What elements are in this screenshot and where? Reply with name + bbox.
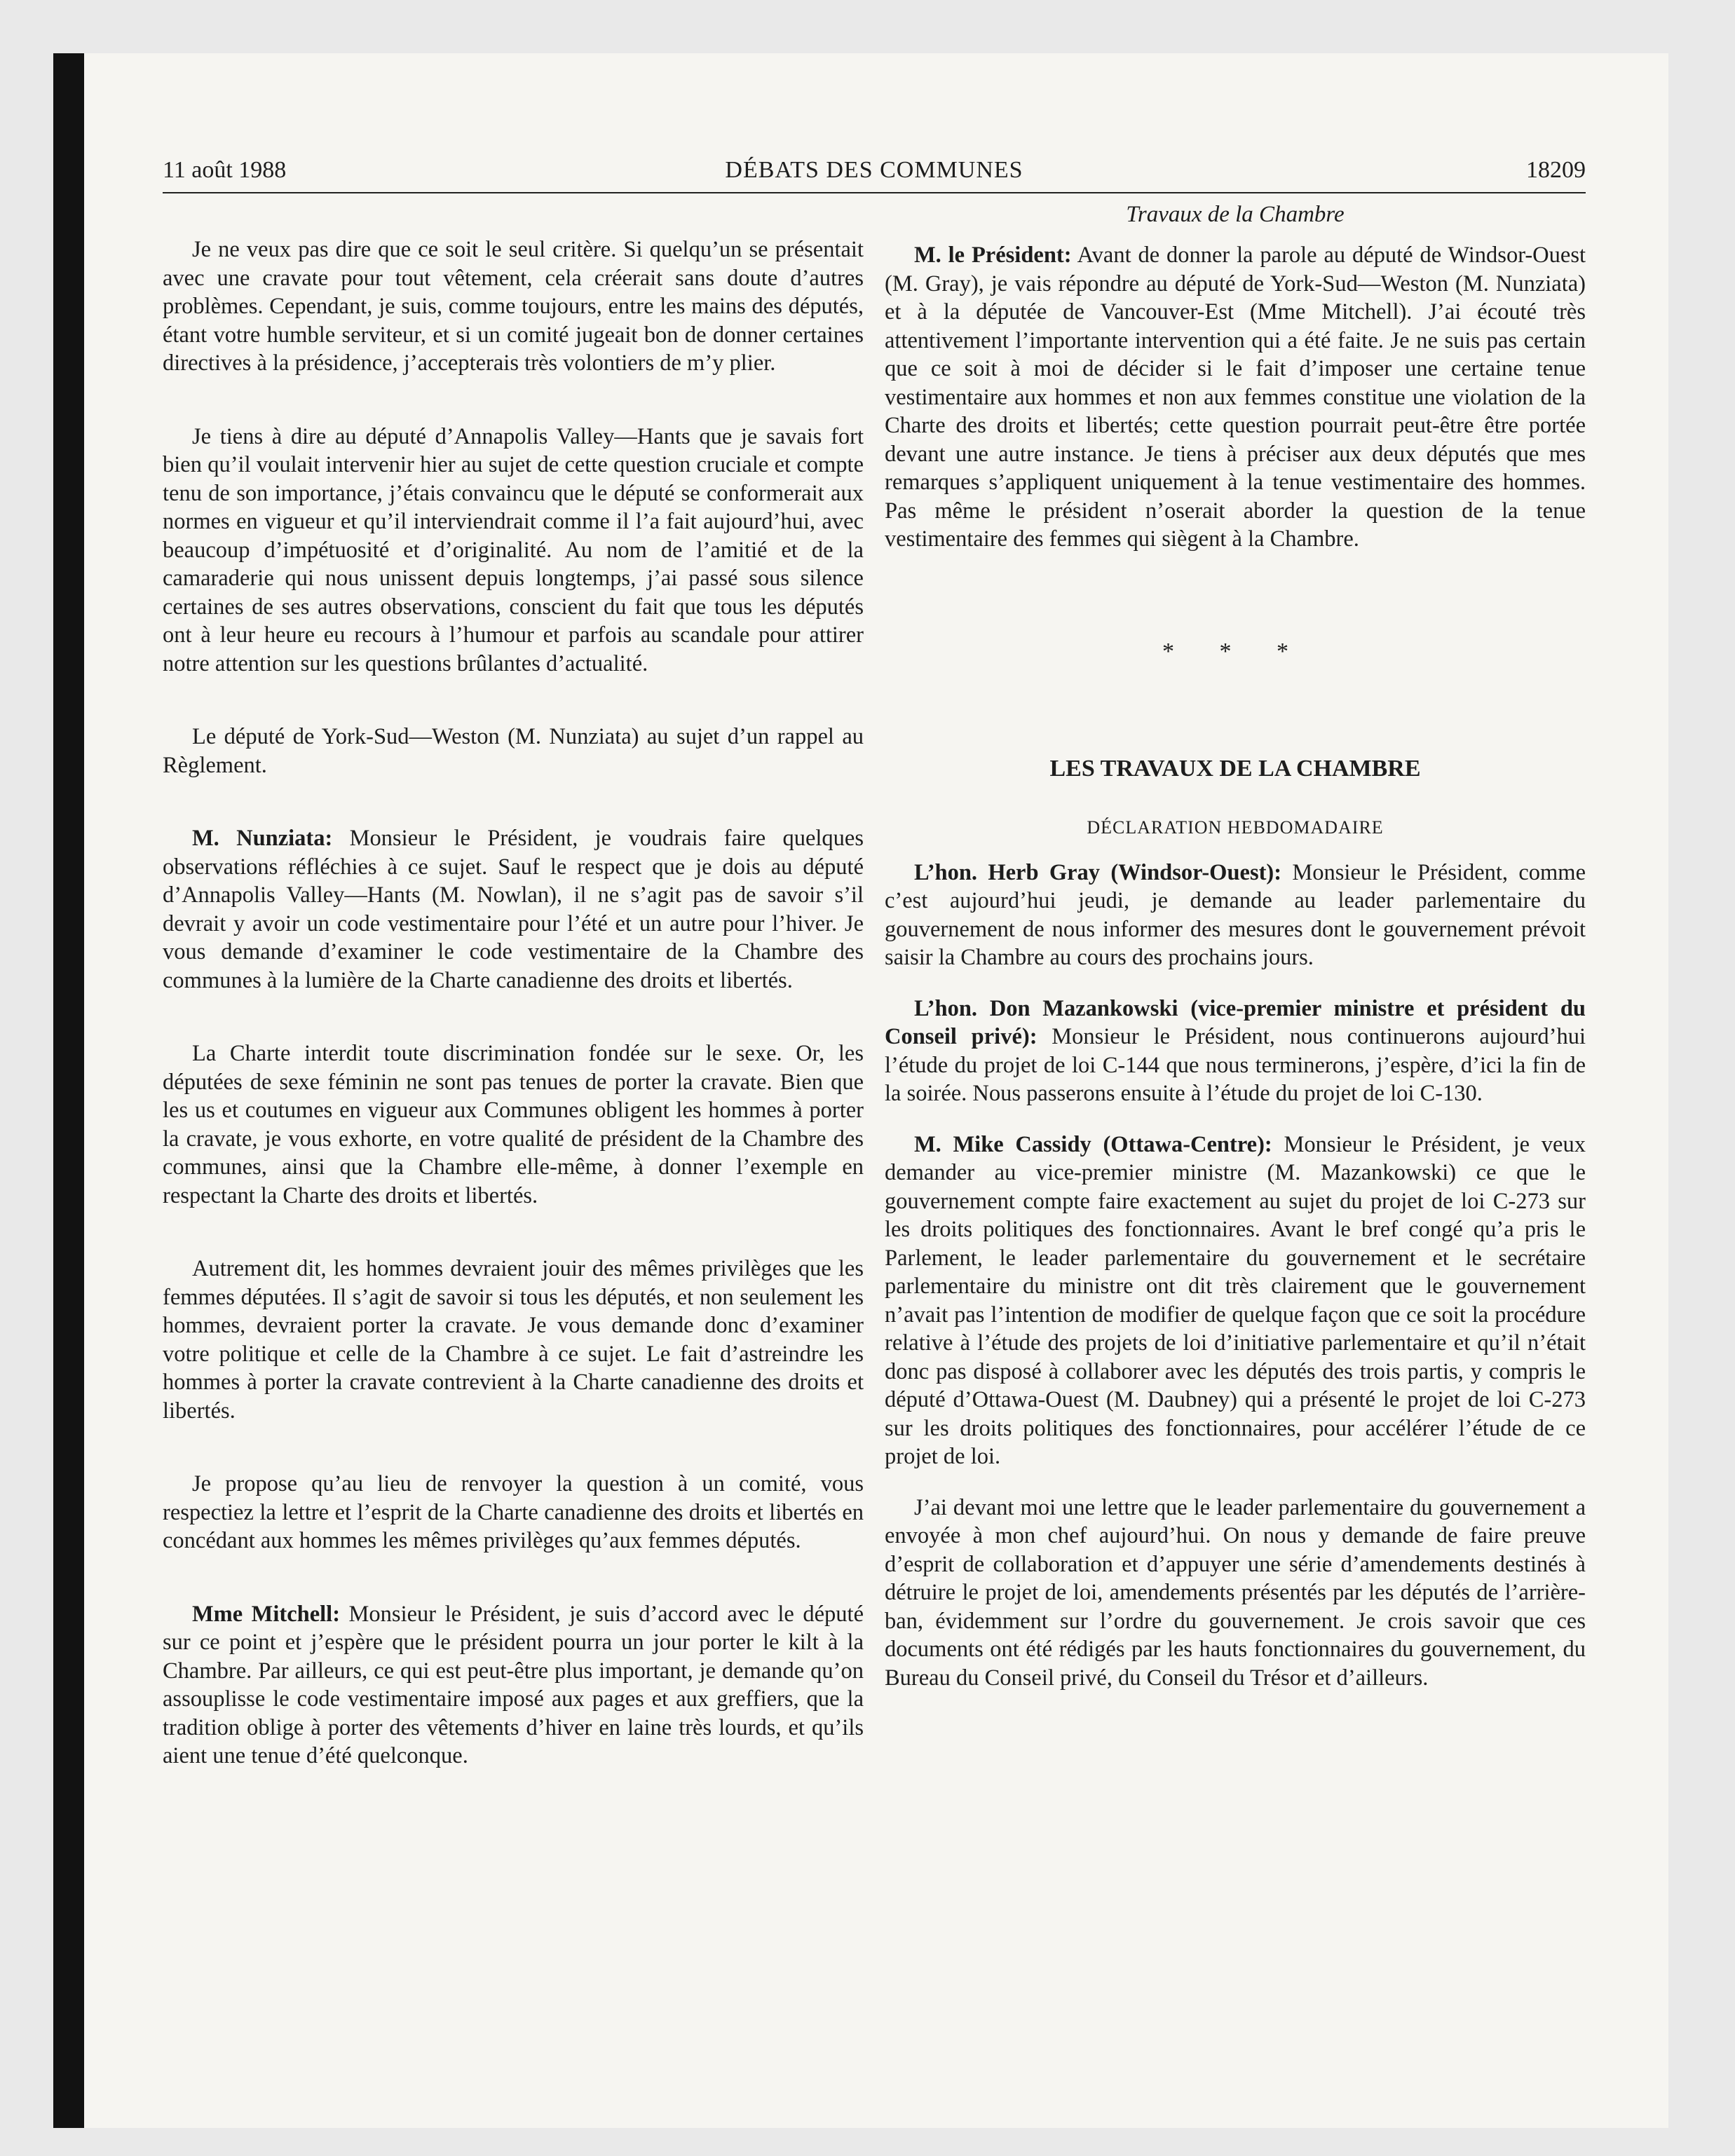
speech-paragraph xyxy=(885,1131,1586,1471)
paragraph: J’ai devant moi une lettre que le leader parlementaire du gouvernement a envoyée à mon chef aujourd’hui. On nous y demande de faire preuve d’esprit de collaboration et d’appuyer une série d’amendements destinés à détruire le projet de loi, amendements présentés par les députés de l’arrière-ban, évidemment sur l’ordre du gouvernement. Je crois savoir que ces documents ont été rédigés par les hauts fonctionnaires du gouvernement, du Bureau du Conseil privé, du Conseil du Trésor et d’ailleurs. xyxy=(885,1494,1586,1691)
header-page-number: 18209 xyxy=(1526,157,1586,183)
speaker-name: M. Mike Cassidy (Ottawa-Centre): xyxy=(914,1131,1272,1157)
speaker-name: M. Nunziata: xyxy=(192,826,333,851)
header-date: 11 août 1988 xyxy=(163,157,287,183)
section-separator: * * * xyxy=(1162,638,1308,664)
speech-paragraph xyxy=(885,995,1586,1108)
header-journal-title: DÉBATS DES COMMUNES xyxy=(725,157,1023,183)
paragraph: Le député de York-Sud—Weston (M. Nunziata) au sujet d’un rappel au Règlement. xyxy=(163,724,864,778)
paragraph: Je ne veux pas dire que ce soit le seul critère. Si quelqu’un se présentait avec une cravate pour tout vêtement, cela créerait sans doute d’autres problèmes. Cependant, je suis, comme toujours, entre les mains des députés, étant votre humble serviteur, et si un comité jugeait bon de donner certaines directives à la présidence, j’accepterais très volontiers de m’y plier. xyxy=(163,237,864,376)
speech-paragraph xyxy=(163,824,864,995)
paragraph: Autrement dit, les hommes devraient jouir des mêmes privilèges que les femmes députées. Il s’agit de savoir si tous les députés, et non seulement les hommes, devraient porter la cravate. Je vous demande donc d’examiner votre politique et celle de la Chambre à ce sujet. Le fait d’astreindre les hommes à porter la cravate contrevient à la Charte canadienne des droits et libertés. xyxy=(163,1256,864,1424)
running-subheading: Travaux de la Chambre xyxy=(1126,202,1345,227)
speech-text: Monsieur le Président, je veux demander au vice-premier ministre (M. Mazankowski) ce que le gouvernement compte faire exactement au sujet du projet de loi C-273 sur les droits politiques des fonctionnaires. Avant le bref congé qu’a pris le Parlement, le leader parlementaire du gouvernement et le secrétaire parlementaire du ministre ont dit très clairement que le gouvernement n’avait pas l’intention de modifier de quelque façon que ce soit la procédure relative à l’étude des projets de loi d’initiative parlementaire et qu’il n’était donc pas disposé à collaborer avec les députés des trois partis, y compris le député d’Ottawa-Ouest (M. Daubney) qui a présenté le projet de loi C-273 sur les droits politiques des fonctionnaires, pour accélérer l’étude de ce projet de loi. xyxy=(885,1131,1586,1469)
speech-paragraph xyxy=(885,241,1586,554)
speech-text: Monsieur le Président, je suis d’accord avec le député sur ce point et j’espère que le président pourra un jour porter le kilt à la Chambre. Par ailleurs, ce qui est peut-être plus important, je demande qu’on assouplisse le code vestimentaire imposé aux pages et aux greffiers, que la tradition oblige à porter des vêtements d’hiver en laine très lourds, et qu’ils aient une tenue d’été quelconque. xyxy=(163,1601,864,1768)
paragraph: La Charte interdit toute discrimination fondée sur le sexe. Or, les députées de sexe féminin ne sont pas tenues de porter la cravate. Bien que les us et coutumes en vigueur aux Communes obligent les hommes à porter la cravate, je vous exhorte, en votre qualité de président de la Chambre des communes, ainsi que la Chambre elle-même, à donner l’exemple en respectant la Charte des droits et libertés. xyxy=(163,1041,864,1208)
right-column xyxy=(885,200,1586,1692)
speech-paragraph xyxy=(163,1600,864,1770)
speech-text: Avant de donner la parole au député de Windsor-Ouest (M. Gray), je vais répondre au député de York-Sud—Weston (M. Nunziata) et à la députée de Vancouver-Est (Mme Mitchell). J’ai écouté très attentivement l’importante intervention qui a été faite. Je ne suis pas certain que ce soit à moi de décider si le fait d’imposer une certaine tenue vestimentaire aux hommes et non aux femmes constitue une violation de la Charte des droits et libertés; cette question pourrait peut-être être portée devant une autre instance. Je tiens à préciser aux deux députés que mes remarques s’appliquent uniquement à la tenue vestimentaire des hommes. Pas même le président n’oserait aborder la question de la tenue vestimentaire des femmes qui siègent à la Chambre. xyxy=(885,243,1586,552)
speaker-name: M. le Président: xyxy=(914,243,1072,268)
speaker-name: L’hon. Don Mazankowski (vice-premier ministre et président du Conseil privé): xyxy=(885,995,1586,1049)
binding-edge xyxy=(53,53,84,2128)
speech-text: Monsieur le Président, comme c’est aujourd’hui jeudi, je demande au leader parlementaire du gouvernement de nous informer des mesures dont le gouvernement prévoit saisir la Chambre au cours des prochains jours. xyxy=(885,859,1586,970)
speaker-name: L’hon. Herb Gray (Windsor-Ouest): xyxy=(914,859,1282,885)
speech-text: Monsieur le Président, nous continuerons aujourd’hui l’étude du projet de loi C-144 que nous terminerons, j’espère, d’ici la fin de la soirée. Nous passerons ensuite à l’étude du projet de loi C-130. xyxy=(885,1024,1586,1106)
speech-paragraph xyxy=(885,859,1586,972)
speech-text: Monsieur le Président, je voudrais faire quelques observations réfléchies à ce sujet. Sauf le respect que je dois au député d’Annapolis Valley—Hants (M. Nowlan), il ne s’agit pas de savoir s’il devrait y avoir un code vestimentaire pour l’été et un autre pour l’hiver. Je vous demande d’examiner le code vestimentaire de la Chambre des communes à la lumière de la Charte canadienne des droits et libertés. xyxy=(163,826,864,993)
page-header xyxy=(163,150,1586,193)
left-column xyxy=(163,200,864,1770)
section-title: LES TRAVAUX DE LA CHAMBRE xyxy=(1049,755,1421,782)
paragraph: Je tiens à dire au député d’Annapolis Valley—Hants que je savais fort bien qu’il voulait intervenir hier au sujet de cette question cruciale et compte tenu de son importance, j’étais convaincu que le député se conformerait aux normes en vigueur et qu’il interviendrait comme il l’a fait aujourd’hui, avec beaucoup d’impétuosité et d’originalité. Au nom de l’amitié et de la camaraderie qui nous unissent depuis longtemps, j’ai passé sous silence certaines de ses autres observations, conscient du fait que tous les députés ont à leur heure eu recours à l’humour et parfois au scandale pour attirer notre attention sur les questions brûlantes d’actualité. xyxy=(163,423,864,676)
speaker-name: Mme Mitchell: xyxy=(192,1601,341,1627)
paragraph: Je propose qu’au lieu de renvoyer la question à un comité, vous respectiez la lettre et l’esprit de la Charte canadienne des droits et libertés en concédant aux hommes les mêmes privilèges qu’aux femmes députés. xyxy=(163,1471,864,1553)
section-subtitle: DÉCLARATION HEBDOMADAIRE xyxy=(1087,817,1384,838)
